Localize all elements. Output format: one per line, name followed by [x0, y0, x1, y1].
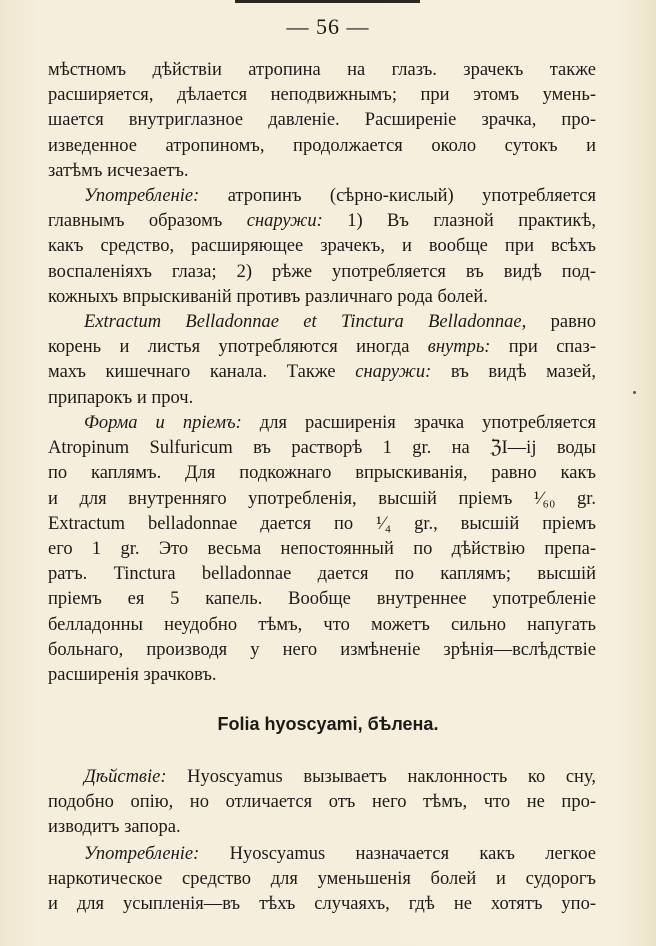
text-line: какъ средство, расширяющее зрачекъ, и вообще при всѣхъ: [48, 236, 596, 257]
line-text: атропинъ (сѣрно-кислый) употребляется: [199, 186, 596, 206]
text-line: [48, 209, 596, 234]
emphasis-text: Extractum Belladonnae: [84, 312, 279, 332]
section-label: Форма и пріемъ:: [84, 413, 242, 433]
page-number: — 56 —: [286, 14, 370, 39]
paragraph-2-usage: [48, 184, 596, 310]
text-line: по каплямъ. Для подкожнаго впрыскиванія, равно какъ: [48, 463, 596, 484]
text-line: ратъ. Tinctura belladonnae дается по каплямъ; высшій: [48, 564, 596, 585]
line-text: при спаз-: [490, 337, 596, 358]
text-line: Extractum belladonnae дается по ¹⁄₄ gr., высшій пріемъ: [48, 513, 596, 534]
emphasis-text: внутрь:: [427, 337, 491, 358]
text-line: припарокъ и проч.: [48, 387, 194, 408]
line-text: для расширенія зрачка употребляется: [241, 413, 596, 433]
text-line: белладонны неудобно тѣмъ, что можетъ сильно напугать: [48, 614, 596, 635]
paragraph-4-dosage: [48, 411, 596, 688]
text-line: расширенія зрачковъ.: [48, 665, 217, 686]
text-line: [48, 310, 596, 335]
text-line: изводитъ запора.: [48, 817, 181, 838]
paragraph-6-usage: [48, 842, 596, 918]
paragraph-5-action: [48, 765, 596, 841]
line-text: махъ кишечнаго канала. Также: [48, 362, 356, 383]
emphasis-text: снаружи:: [355, 362, 432, 383]
line-text: Hyoscyamus вызываетъ наклонность ко сну,: [166, 767, 596, 787]
text-line: пріемъ ея 5 капель. Вообще внутреннее употребленіе: [48, 589, 596, 610]
text-line: Atropinum Sulfuricum въ растворѣ 1 gr. на ℨI—ij воды: [48, 438, 596, 459]
text-line: и для внутренняго употребленія, высшій пріемъ ¹⁄₆₀ gr.: [48, 488, 596, 509]
emphasis-text: снаружи:: [246, 211, 323, 232]
text-line: изведенное атропиномъ, продолжается около сутокъ и: [48, 135, 596, 156]
text-line: [48, 335, 596, 360]
text-line: [48, 411, 596, 436]
text-line: шается внутриглазное давленіе. Расширеніе зрачка, про-: [48, 110, 596, 131]
text-line: его 1 gr. Это весьма непостоянный по дѣйствію препа-: [48, 539, 596, 560]
paragraph-3-extract: [48, 310, 596, 411]
line-text: , равно: [521, 312, 596, 332]
section-heading: Folia hyoscyami, бѣлена.: [217, 714, 439, 734]
text-line: затѣмъ исчезаетъ.: [48, 160, 189, 181]
text-line: кожныхъ впрыскиваній противъ различнаго рода болей.: [48, 286, 488, 307]
text-line: [48, 184, 596, 209]
line-text: Hyoscyamus назначается какъ легкое: [199, 844, 596, 864]
emphasis-text: Tinctura Belladonnae: [341, 312, 522, 332]
line-text: 1) Въ глазной практикѣ,: [322, 211, 596, 232]
top-border-rule: [235, 0, 420, 3]
text-line: [48, 765, 596, 790]
text-line: подобно опію, но отличается отъ него тѣмъ, что не про-: [48, 792, 596, 813]
section-label: Употребленіе:: [84, 186, 200, 206]
paragraph-1: [48, 58, 596, 184]
emphasis-text: et: [278, 312, 342, 332]
text-line: наркотическое средство для уменьшенія болей и судорогъ: [48, 869, 596, 890]
text-line: мѣстномъ дѣйствіи атропина на глазъ. зрачекъ также: [48, 60, 596, 80]
line-text: главнымъ образомъ: [48, 211, 247, 232]
line-text: въ видѣ мазей,: [431, 362, 596, 383]
text-line: [48, 360, 596, 385]
text-line: и для усыпленія—въ тѣхъ случаяхъ, гдѣ не хотятъ упо-: [48, 894, 596, 915]
text-line: [48, 842, 596, 867]
line-text: корень и листья употребляются иногда: [48, 337, 428, 358]
text-line: воспаленіяхъ глаза; 2) рѣже употребляется въ видѣ под-: [48, 261, 596, 282]
margin-dot: [633, 391, 636, 394]
section-label: Дѣйствіе:: [84, 767, 167, 787]
text-line: расширяется, дѣлается неподвижнымъ; при этомъ умень-: [48, 85, 596, 106]
text-line: больнаго, производя у него измѣненіе зрѣнія—вслѣдствіе: [48, 639, 596, 660]
section-label: Употребленіе:: [84, 844, 200, 864]
